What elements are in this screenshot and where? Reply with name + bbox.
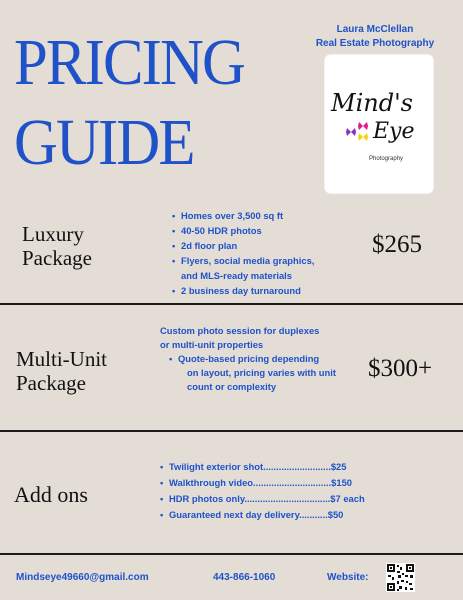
logo-word-minds: Mind's <box>331 89 413 117</box>
luxury-package-title <box>22 222 92 270</box>
section-divider <box>0 303 463 305</box>
luxury-features-list <box>172 208 314 298</box>
addons-list <box>160 459 365 523</box>
list-item: and MLS-ready materials <box>181 270 292 281</box>
butterfly-magenta-icon <box>358 122 368 130</box>
page-title-pricing: PRICING <box>14 26 245 99</box>
list-item: count or complexity <box>187 381 277 392</box>
list-item: on layout, pricing varies with unit <box>187 367 336 378</box>
qr-code-icon[interactable] <box>386 563 415 592</box>
minds-eye-logo <box>325 55 433 193</box>
logo-word-eye: Eye <box>373 119 415 144</box>
page-title-guide: GUIDE <box>14 106 194 179</box>
list-item: • Guaranteed next day delivery...........$50 <box>160 507 365 523</box>
list-item: • 40-50 HDR photos <box>172 223 314 238</box>
list-item: • Flyers, social media graphics, <box>172 253 314 268</box>
multi-unit-price: $300+ <box>368 355 433 382</box>
luxury-title-line1: Luxury <box>22 222 84 246</box>
multi-unit-intro-line2: or multi-unit properties <box>160 339 264 350</box>
multi-unit-package-title <box>16 347 107 395</box>
list-item: • Quote-based pricing depending <box>169 352 336 366</box>
multi-unit-title-line2: Package <box>16 371 86 395</box>
list-item: • Homes over 3,500 sq ft <box>172 208 314 223</box>
website-label: Website: <box>327 572 369 583</box>
phone-number: 443-866-1060 <box>213 572 276 583</box>
addons-title: Add ons <box>14 482 88 507</box>
list-item: • Walkthrough video..............................$150 <box>160 475 365 491</box>
multi-unit-features-list <box>169 352 336 394</box>
list-item: • Twilight exterior shot..........................$25 <box>160 459 365 475</box>
butterfly-purple-icon <box>346 128 356 136</box>
luxury-title-line2: Package <box>22 246 92 270</box>
multi-unit-intro-line1: Custom photo session for duplexes <box>160 325 320 336</box>
section-divider <box>0 430 463 432</box>
section-divider <box>0 553 463 555</box>
multi-unit-intro <box>160 324 319 352</box>
logo-subtitle: Photography <box>369 156 404 162</box>
author-business: Real Estate Photography <box>315 38 435 49</box>
author-name: Laura McClellan <box>336 24 414 35</box>
list-item: • 2 business day turnaround <box>172 283 314 298</box>
multi-unit-title-line1: Multi-Unit <box>16 347 108 371</box>
list-item: • HDR photos only.................................$7 each <box>160 491 365 507</box>
list-item: • 2d floor plan <box>172 238 314 253</box>
email-link[interactable]: Mindseye49660@gmail.com <box>16 572 149 583</box>
butterfly-yellow-icon <box>358 133 368 141</box>
luxury-price: $265 <box>372 231 422 258</box>
